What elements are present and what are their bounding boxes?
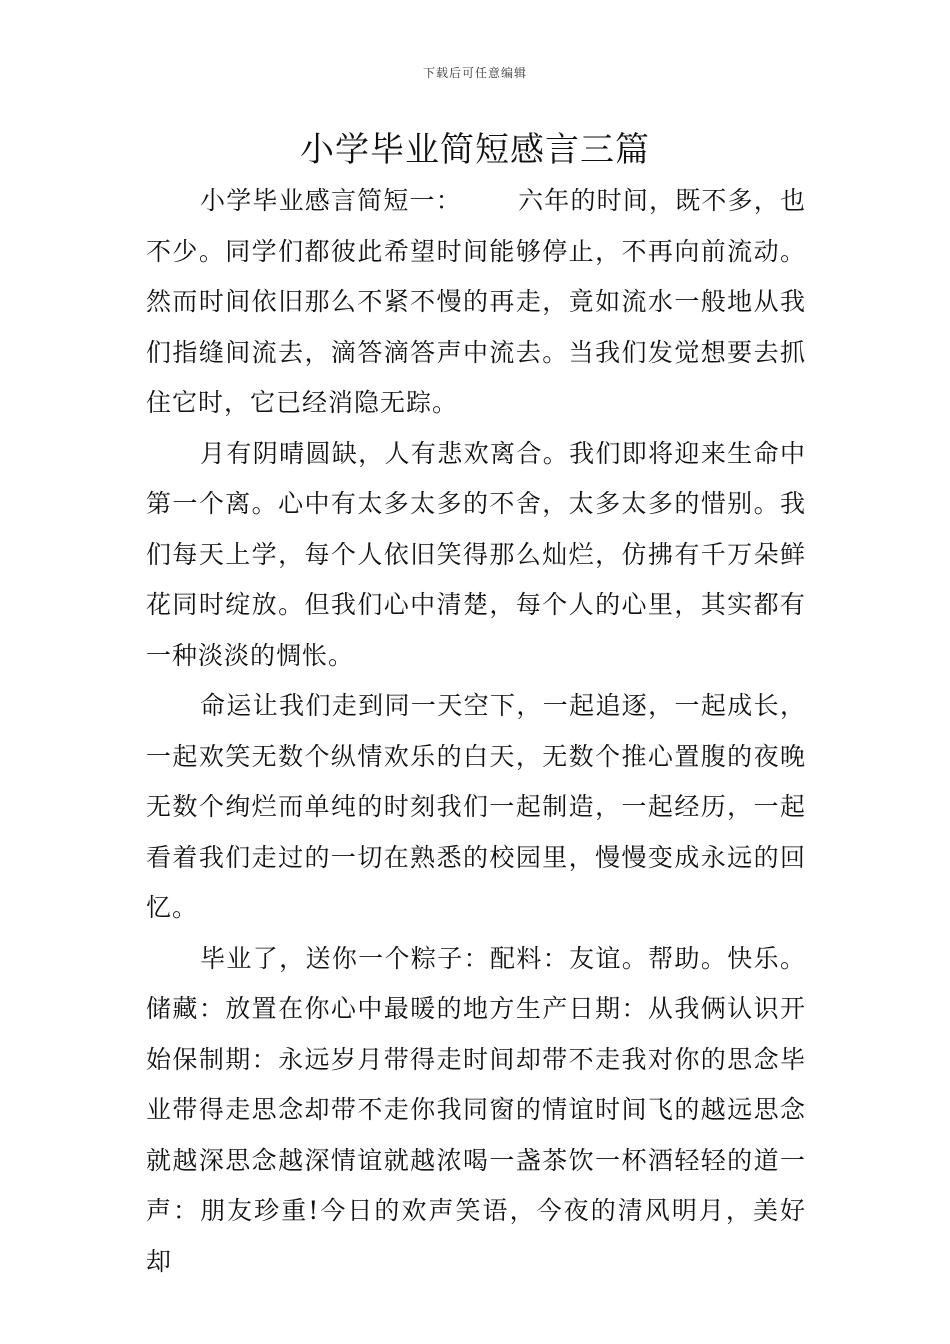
intro-paragraph: [146, 176, 806, 429]
paragraph: 毕业了，送你一个粽子：配料：友谊。帮助。快乐。储藏：放置在你心中最暖的地方生产日期：从我俩认识开始保制期：永远岁月带得走时间却带不走我对你的思念毕业带得走思念却带不走你我同窗的情谊时间飞的越远思念就越深思念越深情谊就越浓喝一盏茶饮一杯酒轻轻的道一声：朋友珍重!今日的欢声笑语，今夜的清风明月，美好却: [146, 943, 806, 1276]
intro-text: 六年的时间，既不多，也不少。同学们都彼此希望时间能够停止，不再向前流动。然而时间依旧那么不紧不慢的再走，竟如流水一般地从我们指缝间流去，滴答滴答声中流去。当我们发觉想要去抓住它时，它已经消隐无踪。: [146, 186, 806, 417]
document-body: [146, 176, 806, 1287]
paragraph: 月有阴晴圆缺，人有悲欢离合。我们即将迎来生命中第一个离。心中有太多太多的不舍，太多太多的惜别。我们每天上学，每个人依旧笑得那么灿烂，仿拂有千万朵鲜花同时绽放。但我们心中清楚，每个人的心里，其实都有一种淡淡的惆怅。: [146, 438, 806, 670]
document-title: 小学毕业简短感言三篇: [300, 130, 650, 170]
intro-label: 小学毕业感言简短一：: [200, 186, 462, 215]
paragraph: 命运让我们走到同一天空下，一起追逐，一起成长，一起欢笑无数个纵情欢乐的白天，无数个推心置腹的夜晚无数个绚烂而单纯的时刻我们一起制造，一起经历，一起看着我们走过的一切在熟悉的校园里，慢慢变成永远的回忆。: [146, 691, 806, 922]
header-note: 下载后可任意编辑: [422, 66, 527, 80]
